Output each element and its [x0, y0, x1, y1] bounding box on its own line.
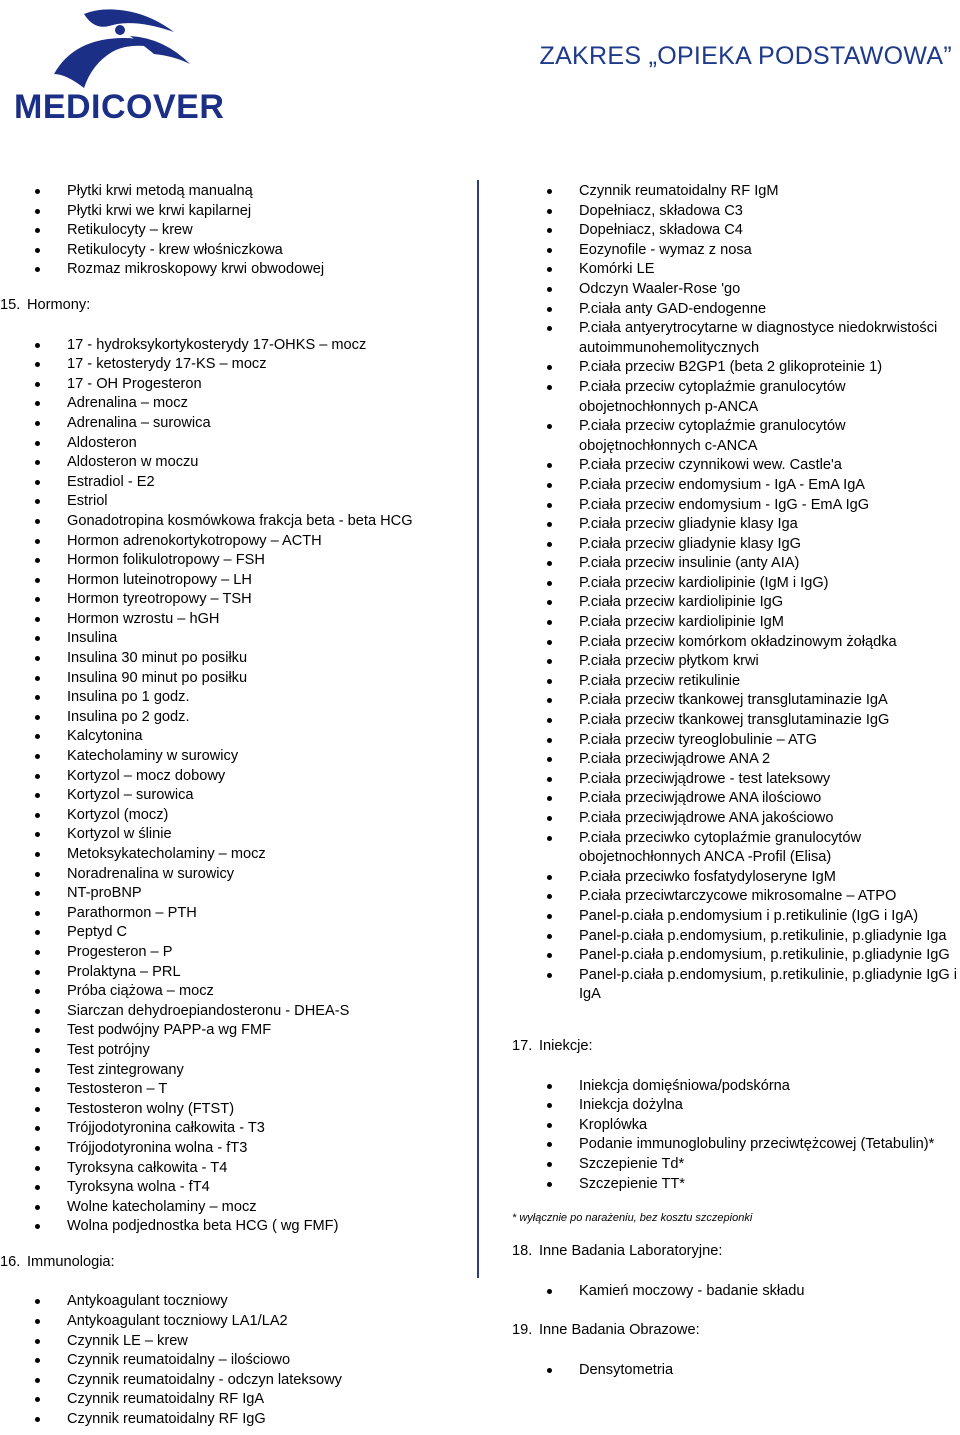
section-17-heading [512, 1037, 960, 1057]
list-item: Kortyzol (mocz) [0, 806, 478, 826]
list-item: P.ciała przeciw komórkom okładzinowym żołądka [512, 633, 960, 653]
list-item: P.ciała przeciw endomysium - IgA - EmA IgA [512, 476, 960, 496]
medicover-logo [14, 8, 230, 126]
list-item: P.ciała przeciw endomysium - IgG - EmA IgG [512, 496, 960, 516]
list-item: P.ciała anty GAD-endogenne [512, 300, 960, 320]
list-immunologia-continued [512, 182, 960, 1005]
list-item: Odczyn Waaler-Rose 'go [512, 280, 960, 300]
list-item: Eozynofile - wymaz z nosa [512, 241, 960, 261]
list-item: Antykoagulant toczniowy LA1/LA2 [0, 1312, 478, 1332]
list-item: Insulina po 1 godz. [0, 688, 478, 708]
list-item: Densytometria [512, 1361, 960, 1381]
list-item: Siarczan dehydroepiandosteronu - DHEA-S [0, 1002, 478, 1022]
section-title: Inne Badania Obrazowe: [539, 1322, 700, 1339]
list-item: Katecholaminy w surowicy [0, 747, 478, 767]
list-inne-obrazowe [512, 1361, 960, 1381]
list-item: P.ciała przeciw cytoplaźmie granulocytów obojetnochłonnych p-ANCA [512, 378, 960, 417]
list-item: Panel-p.ciała p.endomysium, p.retikulinie, p.gliadynie IgG [512, 946, 960, 966]
list-item: Hormon tyreotropowy – TSH [0, 590, 478, 610]
list-inne-laboratoryjne [512, 1282, 960, 1302]
list-item: P.ciała przeciwjądrowe ANA 2 [512, 750, 960, 770]
list-item: Wolne katecholaminy – mocz [0, 1198, 478, 1218]
list-item: Metoksykatecholaminy – mocz [0, 845, 478, 865]
list-hormony [0, 336, 478, 1237]
list-iniekcje [512, 1077, 960, 1195]
list-item: Płytki krwi we krwi kapilarnej [0, 202, 478, 222]
list-item: P.ciała przeciw tkankowej transglutaminazie IgG [512, 711, 960, 731]
list-item: Kortyzol – surowica [0, 786, 478, 806]
list-item: Iniekcja domięśniowa/podskórna [512, 1077, 960, 1097]
list-item: Parathormon – PTH [0, 904, 478, 924]
list-item: Kortyzol w ślinie [0, 825, 478, 845]
list-item: Insulina 30 minut po posiłku [0, 649, 478, 669]
list-item: Kroplówka [512, 1116, 960, 1136]
list-item: Tyroksyna całkowita - T4 [0, 1159, 478, 1179]
section-title: Hormony: [27, 296, 91, 313]
page-title: ZAKRES „OPIEKA PODSTAWOWA” [539, 42, 952, 70]
list-item: Szczepienie Td* [512, 1155, 960, 1175]
list-item: Prolaktyna – PRL [0, 963, 478, 983]
list-item: P.ciała przeciw insulinie (anty AIA) [512, 554, 960, 574]
list-item: P.ciała przeciw gliadynie klasy Iga [512, 515, 960, 535]
list-item: Noradrenalina w surowicy [0, 865, 478, 885]
list-item: Tyroksyna wolna - fT4 [0, 1178, 478, 1198]
section-title: Inne Badania Laboratoryjne: [539, 1243, 723, 1260]
list-item: Kalcytonina [0, 727, 478, 747]
list-item: 17 - OH Progesteron [0, 375, 478, 395]
list-item: Trójjodotyronina całkowita - T3 [0, 1119, 478, 1139]
list-item: Próba ciążowa – mocz [0, 982, 478, 1002]
list-item: Estradiol - E2 [0, 473, 478, 493]
list-item: Panel-p.ciała p.endomysium, p.retikulinie, p.gliadynie IgG i IgA [512, 966, 960, 1005]
list-item: P.ciała przeciw kardiolipinie IgG [512, 593, 960, 613]
list-item: Estriol [0, 492, 478, 512]
list-item: Wolna podjednostka beta HCG ( wg FMF) [0, 1217, 478, 1237]
list-item: P.ciała przeciw B2GP1 (beta 2 glikoproteinie 1) [512, 358, 960, 378]
section-number: 16. [0, 1253, 21, 1270]
list-item: Retikulocyty – krew [0, 221, 478, 241]
list-item: Kamień moczowy - badanie składu [512, 1282, 960, 1302]
list-item: Komórki LE [512, 260, 960, 280]
list-item: Test podwójny PAPP-a wg FMF [0, 1021, 478, 1041]
section-number: 19. [512, 1322, 533, 1339]
list-item: P.ciała przeciwko fosfatydyloseryne IgM [512, 868, 960, 888]
list-item: Czynnik reumatoidalny RF IgM [512, 182, 960, 202]
list-immunologia [0, 1292, 478, 1429]
list-item: Panel-p.ciała p.endomysium i p.retikulinie (IgG i IgA) [512, 907, 960, 927]
list-item: P.ciała przeciwjądrowe ANA ilościowo [512, 789, 960, 809]
list-item: P.ciała przeciw retikulinie [512, 672, 960, 692]
list-item: 17 - ketosterydy 17-KS – mocz [0, 355, 478, 375]
list-item: Iniekcja dożylna [512, 1096, 960, 1116]
logo-mark-icon [14, 8, 230, 90]
list-item: Aldosteron [0, 434, 478, 454]
list-item: P.ciała przeciwjądrowe - test lateksowy [512, 770, 960, 790]
list-item: Rozmaz mikroskopowy krwi obwodowej [0, 260, 478, 280]
list-item: Testosteron wolny (FTST) [0, 1100, 478, 1120]
section-number: 15. [0, 296, 21, 313]
list-item: Czynnik reumatoidalny RF IgG [0, 1410, 478, 1430]
list-item: Adrenalina – surowica [0, 414, 478, 434]
list-item: Czynnik LE – krew [0, 1332, 478, 1352]
list-item: P.ciała przeciwko cytoplaźmie granulocytów obojetnochłonnych ANCA -Profil (Elisa) [512, 829, 960, 868]
list-item: P.ciała przeciwtarczycowe mikrosomalne – ATPO [512, 887, 960, 907]
list-item: P.ciała przeciw płytkom krwi [512, 652, 960, 672]
list-item: P.ciała przeciw czynnikowi wew. Castle'a [512, 456, 960, 476]
list-item: Aldosteron w moczu [0, 453, 478, 473]
list-item: P.ciała przeciw gliadynie klasy IgG [512, 535, 960, 555]
list-item: Hormon adrenokortykotropowy – ACTH [0, 532, 478, 552]
list-item: P.ciała przeciw kardiolipinie (IgM i IgG) [512, 574, 960, 594]
list-item: Gonadotropina kosmówkowa frakcja beta - beta HCG [0, 512, 478, 532]
list-item: Insulina po 2 godz. [0, 708, 478, 728]
section-18-heading [512, 1242, 960, 1262]
list-item: P.ciała antyerytrocytarne w diagnostyce niedokrwistości autoimmunohemolitycznych [512, 319, 960, 358]
list-item: Dopełniacz, składowa C3 [512, 202, 960, 222]
list-item: Szczepienie TT* [512, 1175, 960, 1195]
right-column [512, 182, 960, 1380]
list-item: Peptyd C [0, 923, 478, 943]
list-item: Insulina 90 minut po posiłku [0, 669, 478, 689]
section-19-heading [512, 1321, 960, 1341]
list-item: Czynnik reumatoidalny - odczyn lateksowy [0, 1371, 478, 1391]
logo-wordmark: MEDICOVER [14, 88, 225, 126]
list-item: P.ciała przeciw cytoplaźmie granulocytów obojętnochłonnych c-ANCA [512, 417, 960, 456]
list-item: Retikulocyty - krew włośniczkowa [0, 241, 478, 261]
left-column [0, 182, 478, 1430]
list-item: Czynnik reumatoidalny RF IgA [0, 1390, 478, 1410]
section-15-heading [0, 296, 478, 316]
list-item: P.ciała przeciw tkankowej transglutaminazie IgA [512, 691, 960, 711]
section-number: 18. [512, 1243, 533, 1260]
footnote: * wyłącznie po narażeniu, bez kosztu szczepionki [512, 1212, 753, 1225]
section-number: 17. [512, 1037, 533, 1054]
list-item: Podanie immunoglobuliny przeciwtężcowej (Tetabulin)* [512, 1135, 960, 1155]
list-item: Dopełniacz, składowa C4 [512, 221, 960, 241]
list-item: Panel-p.ciała p.endomysium, p.retikulinie, p.gliadynie Iga [512, 927, 960, 947]
list-item: Antykoagulant toczniowy [0, 1292, 478, 1312]
list-item: Hormon wzrostu – hGH [0, 610, 478, 630]
list-item: P.ciała przeciwjądrowe ANA jakościowo [512, 809, 960, 829]
list-item: Kortyzol – mocz dobowy [0, 767, 478, 787]
list-item: Test zintegrowany [0, 1061, 478, 1081]
list-item: Adrenalina – mocz [0, 394, 478, 414]
list-item: 17 - hydroksykortykosterydy 17-OHKS – mocz [0, 336, 478, 356]
section-title: Iniekcje: [539, 1037, 593, 1054]
section-16-heading [0, 1253, 478, 1273]
list-item: Płytki krwi metodą manualną [0, 182, 478, 202]
list-item: NT-proBNP [0, 884, 478, 904]
list-item: Trójjodotyronina wolna - fT3 [0, 1139, 478, 1159]
list-item: P.ciała przeciw kardiolipinie IgM [512, 613, 960, 633]
list-item: Insulina [0, 629, 478, 649]
list-item: Test potrójny [0, 1041, 478, 1061]
list-item: Czynnik reumatoidalny – ilościowo [0, 1351, 478, 1371]
list-item: Testosteron – T [0, 1080, 478, 1100]
list-item: P.ciała przeciw tyreoglobulinie – ATG [512, 731, 960, 751]
list-item: Hormon folikulotropowy – FSH [0, 551, 478, 571]
list-item: Progesteron – P [0, 943, 478, 963]
list-top-items [0, 182, 478, 280]
section-title: Immunologia: [27, 1253, 115, 1270]
list-item: Hormon luteinotropowy – LH [0, 571, 478, 591]
